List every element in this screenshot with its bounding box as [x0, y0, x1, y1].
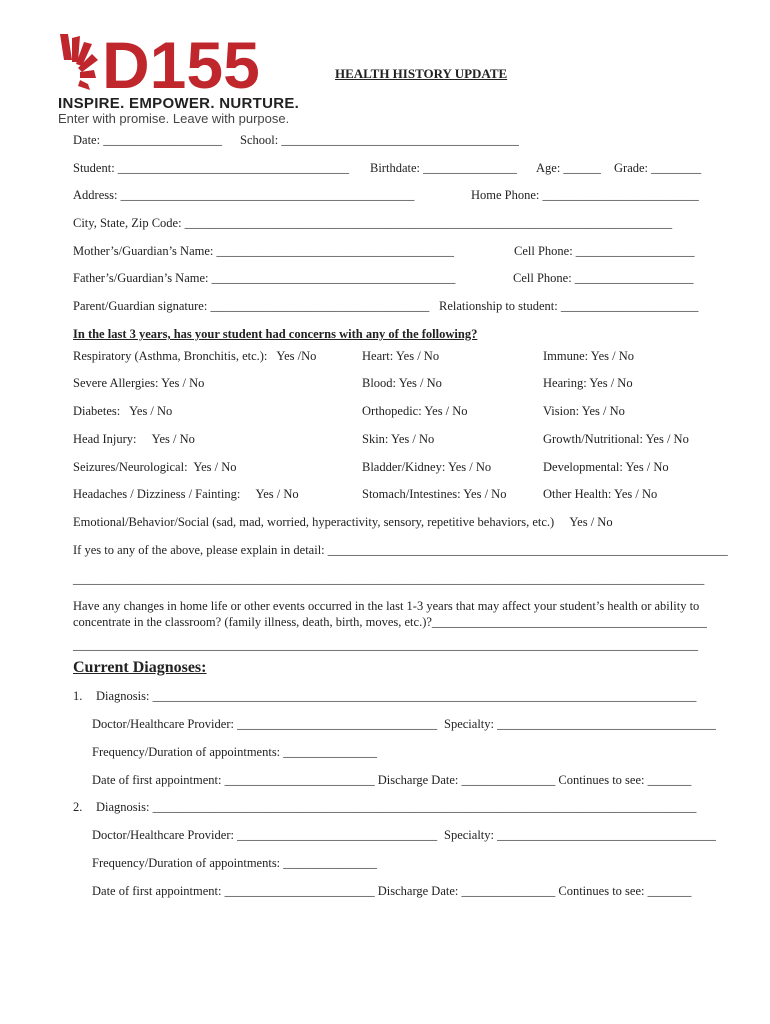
emotional-concern[interactable]: Emotional/Behavior/Social (sad, mad, worried, hyperactivity, sensory, repetitive behaviors, etc.) Yes / No — [73, 515, 613, 529]
diagnosis-number: 1. — [73, 689, 83, 703]
logo-tagline: INSPIRE. EMPOWER. NURTURE. — [58, 95, 300, 112]
diagnosis-field[interactable]: Diagnosis: _______________________________________________________________________________________ — [96, 800, 697, 814]
changes-question-line1: Have any changes in home life or other events occurred in the last 1-3 years that may affect your student’s health or ability to — [73, 599, 700, 613]
date-field[interactable]: Date: ___________________ — [73, 133, 222, 147]
frequency-field[interactable]: Frequency/Duration of appointments: _______________ — [92, 745, 378, 759]
concern-item[interactable]: Bladder/Kidney: Yes / No — [362, 460, 492, 474]
concern-item[interactable]: Head Injury: Yes / No — [73, 432, 195, 446]
age-field[interactable]: Age: ______ — [536, 161, 601, 175]
specialty-field[interactable]: Specialty: ___________________________________ — [444, 828, 716, 842]
city-state-zip-field[interactable]: City, State, Zip Code: ______________________________________________________________________________ — [73, 216, 673, 230]
concern-item[interactable]: Vision: Yes / No — [543, 404, 625, 418]
home-phone-field[interactable]: Home Phone: _________________________ — [471, 188, 699, 202]
d155-logo-icon — [58, 32, 348, 94]
school-field[interactable]: School: ______________________________________ — [240, 133, 519, 147]
concern-item[interactable]: Developmental: Yes / No — [543, 460, 669, 474]
doctor-field[interactable]: Doctor/Healthcare Provider: ________________________________ — [92, 717, 438, 731]
concern-item[interactable]: Respiratory (Asthma, Bronchitis, etc.): Yes /No — [73, 349, 317, 363]
concern-item[interactable]: Orthopedic: Yes / No — [362, 404, 468, 418]
father-cell-field[interactable]: Cell Phone: ___________________ — [513, 271, 694, 285]
concern-item[interactable]: Severe Allergies: Yes / No — [73, 376, 205, 390]
mother-cell-field[interactable]: Cell Phone: ___________________ — [514, 244, 695, 258]
diagnosis-number: 2. — [73, 800, 83, 814]
father-guardian-field[interactable]: Father’s/Guardian’s Name: _______________________________________ — [73, 271, 456, 285]
signature-field[interactable]: Parent/Guardian signature: ___________________________________ — [73, 299, 430, 313]
specialty-field[interactable]: Specialty: ___________________________________ — [444, 717, 716, 731]
explain-line[interactable]: _____________________________________________________________________________________________________ — [73, 572, 705, 586]
diagnosis-field[interactable]: Diagnosis: _______________________________________________________________________________________ — [96, 689, 697, 703]
concern-item[interactable]: Seizures/Neurological: Yes / No — [73, 460, 237, 474]
concern-item[interactable]: Growth/Nutritional: Yes / No — [543, 432, 689, 446]
concern-item[interactable]: Headaches / Dizziness / Fainting: Yes / No — [73, 487, 299, 501]
frequency-field[interactable]: Frequency/Duration of appointments: _______________ — [92, 856, 378, 870]
changes-question-line2[interactable]: concentrate in the classroom? (family illness, death, birth, moves, etc.)?____________________________________________ — [73, 615, 707, 629]
concern-item[interactable]: Skin: Yes / No — [362, 432, 435, 446]
changes-line[interactable]: ____________________________________________________________________________________________________ — [73, 638, 698, 652]
concern-item[interactable]: Hearing: Yes / No — [543, 376, 633, 390]
grade-field[interactable]: Grade: ________ — [614, 161, 702, 175]
concerns-question: In the last 3 years, has your student had concerns with any of the following? — [73, 327, 478, 341]
doctor-field[interactable]: Doctor/Healthcare Provider: ________________________________ — [92, 828, 438, 842]
logo-subtagline: Enter with promise. Leave with purpose. — [58, 111, 290, 126]
explain-field[interactable]: If yes to any of the above, please explain in detail: ________________________________________________________________ — [73, 543, 728, 557]
concern-item[interactable]: Stomach/Intestines: Yes / No — [362, 487, 507, 501]
first-appointment-field[interactable]: Date of first appointment: ________________________ Discharge Date: _______________ Continues to see: _______ — [92, 884, 692, 898]
student-field[interactable]: Student: _____________________________________ — [73, 161, 350, 175]
address-field[interactable]: Address: _______________________________________________ — [73, 188, 415, 202]
concern-item[interactable]: Heart: Yes / No — [362, 349, 440, 363]
form-title: HEALTH HISTORY UPDATE — [335, 66, 508, 81]
logo-brand-text: D155 — [102, 32, 260, 94]
first-appointment-field[interactable]: Date of first appointment: ________________________ Discharge Date: _______________ Continues to see: _______ — [92, 773, 692, 787]
concern-item[interactable]: Diabetes: Yes / No — [73, 404, 173, 418]
birthdate-field[interactable]: Birthdate: _______________ — [370, 161, 517, 175]
concern-item[interactable]: Other Health: Yes / No — [543, 487, 658, 501]
relationship-field[interactable]: Relationship to student: ______________________ — [439, 299, 699, 313]
mother-guardian-field[interactable]: Mother’s/Guardian’s Name: ______________________________________ — [73, 244, 454, 258]
diagnoses-heading: Current Diagnoses: — [73, 659, 207, 676]
concern-item[interactable]: Immune: Yes / No — [543, 349, 634, 363]
concern-item[interactable]: Blood: Yes / No — [362, 376, 442, 390]
